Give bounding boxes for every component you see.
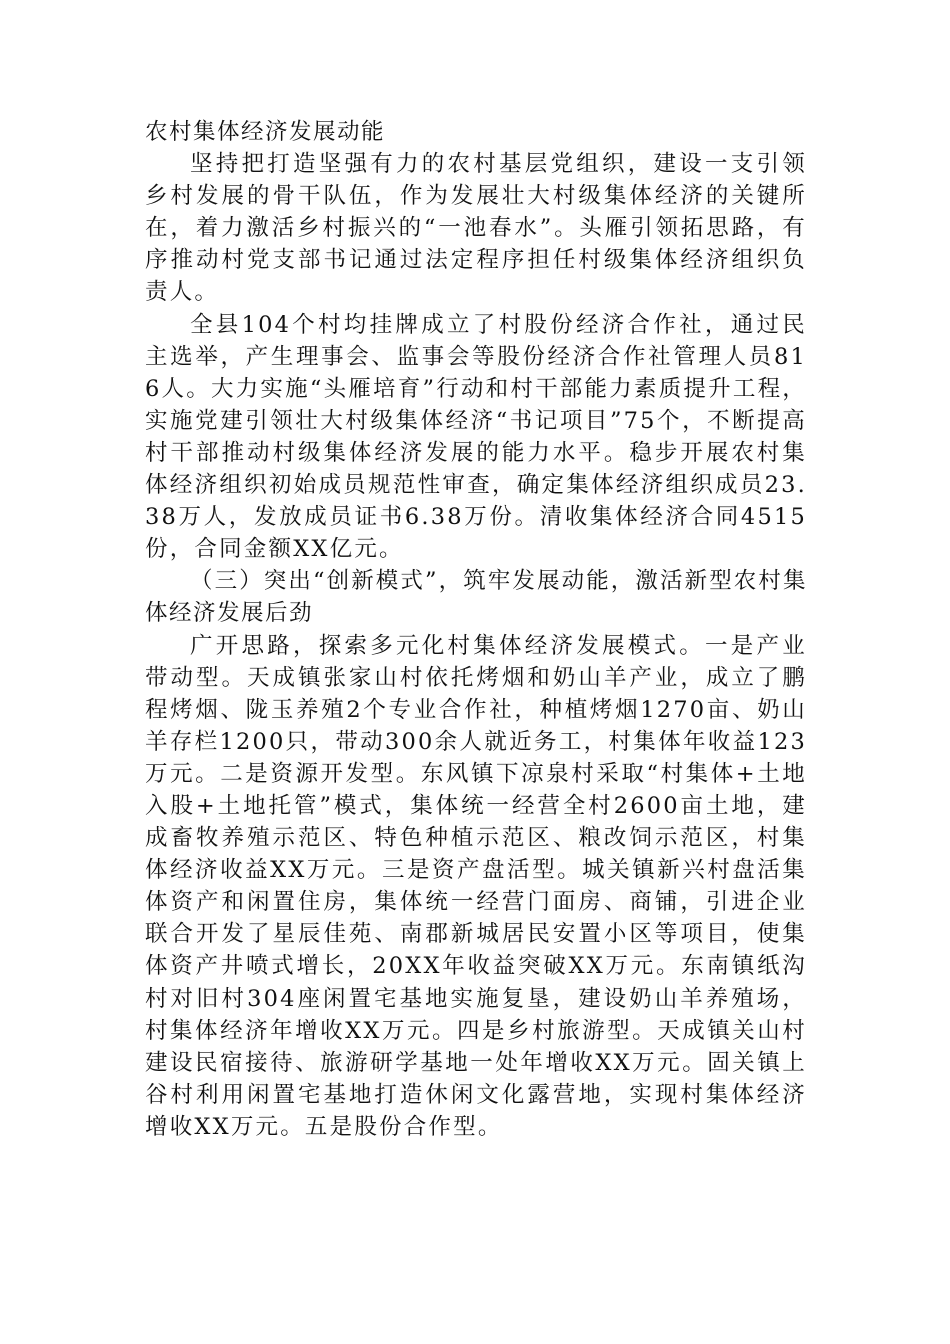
paragraph-cooperatives: 全县104个村均挂牌成立了村股份经济合作社，通过民主选举，产生理事会、监事会等股份经济合作社管理人员816人。大力实施“头雁培育”行动和村干部能力素质提升工程，实施党建引领壮大村级集体经济“书记项目”75个，不断提高村干部推动村级集体经济发展的能力水平。稳步开展农村集体经济组织初始成员规范性审查，确定集体经济组织成员23.38万人，发放成员证书6.38万份。清收集体经济合同4515份，合同金额XX亿元。 (145, 311, 807, 563)
paragraph-development-models: 广开思路，探索多元化村集体经济发展模式。一是产业带动型。天成镇张家山村依托烤烟和奶山羊产业，成立了鹏程烤烟、陇玉养殖2个专业合作社，种植烤烟1270亩、奶山羊存栏1200只，带动300余人就近务工，村集体年收益123万元。二是资源开发型。东风镇下凉泉村采取“村集体+土地入股+土地托管”模式，集体统一经营全村2600亩土地，建成畜牧养殖示范区、特色种植示范区、粮改饲示范区，村集体经济收益XX万元。三是资产盘活型。城关镇新兴村盘活集体资产和闲置住房，集体统一经营门面房、商铺，引进企业联合开发了星辰佳苑、南郡新城居民安置小区等项目，使集体资产井喷式增长，20XX年收益突破XX万元。东南镇纸沟村对旧村304座闲置宅基地实施复垦，建设奶山羊养殖场，村集体经济年增收XX万元。四是乡村旅游型。天成镇关山村建设民宿接待、旅游研学基地一处年增收XX万元。固关镇上谷村利用闲置宅基地打造休闲文化露营地，实现村集体经济增收XX万元。五是股份合作型。 (145, 632, 807, 1140)
section-heading-innovation: （三）突出“创新模式”，筑牢发展动能，激活新型农村集体经济发展后劲 (145, 568, 807, 627)
paragraph-party-organization: 坚持把打造坚强有力的农村基层党组织，建设一支引领乡村发展的骨干队伍，作为发展壮大村级集体经济的关键所在，着力激活乡村振兴的“一池春水”。头雁引领拓思路，有序推动村党支部书记通过法定程序担任村级集体经济组织负责人。 (145, 151, 807, 306)
heading-continuation: 农村集体经济发展动能 (145, 119, 386, 145)
document-page (145, 116, 807, 1143)
